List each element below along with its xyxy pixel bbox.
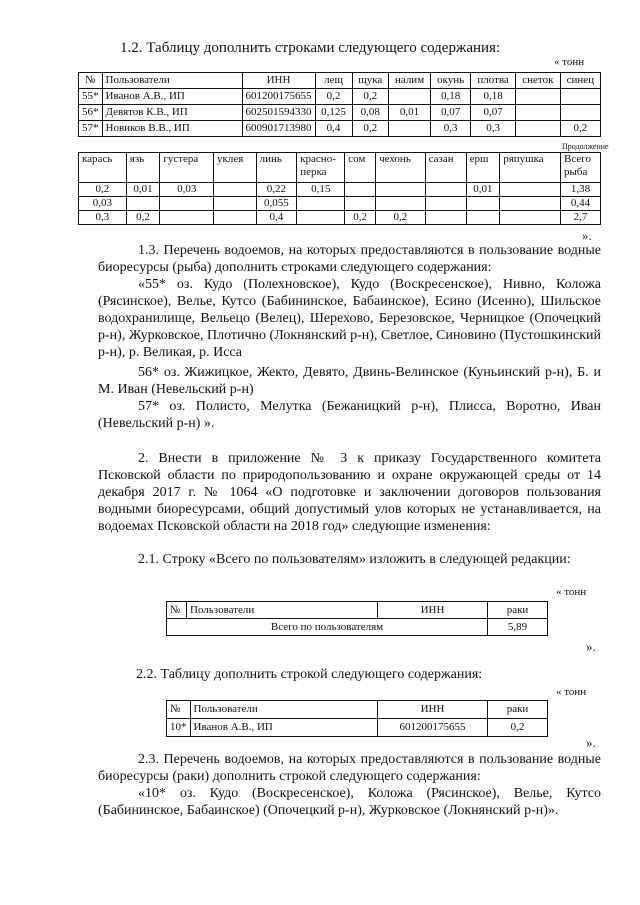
cell: Новиков В.В., ИП xyxy=(102,121,242,137)
header-inn: ИНН xyxy=(378,701,488,719)
header-karas: карась xyxy=(79,153,127,183)
cell: 0,2 xyxy=(352,89,388,105)
cell: 55* xyxy=(79,89,103,105)
cell xyxy=(345,183,376,197)
section-2-2-text: 2.2. Таблицу дополнить строкой следующего содержания: xyxy=(136,667,483,682)
header-num: № xyxy=(79,73,103,89)
total-value: 5,89 xyxy=(488,619,548,636)
section-2-1-text: 2.1. Строку «Всего по пользователям» изложить в следующей редакции: xyxy=(138,552,571,567)
header-inn: ИНН xyxy=(242,73,315,89)
header-plotva: плотва xyxy=(471,73,516,89)
header-shchuka: щука xyxy=(352,73,388,89)
cell: 0,07 xyxy=(431,105,471,121)
cell xyxy=(376,183,426,197)
header-snetok: снеток xyxy=(516,73,561,89)
header-yaz: язь xyxy=(126,153,160,183)
cell xyxy=(345,197,376,211)
cell: 0,01 xyxy=(466,183,500,197)
cell: Иванов А.В., ИП xyxy=(190,719,378,737)
waterbody-list-57: 57* оз. Полисто, Мелутка (Бежаницкий р-н), Плисса, Воротно, Иван (Невельский р-н) ». xyxy=(98,399,601,431)
cell xyxy=(425,211,466,225)
unit-label-2: « тонн xyxy=(556,586,587,598)
header-okun: окунь xyxy=(431,73,471,89)
table-row xyxy=(79,183,601,197)
table-row xyxy=(79,105,601,121)
cell xyxy=(466,197,500,211)
header-users: Пользователи xyxy=(187,602,378,619)
fish-users-table xyxy=(78,72,601,137)
table-row xyxy=(167,719,548,737)
cell xyxy=(560,89,600,105)
cell: 0,3 xyxy=(431,121,471,137)
cell xyxy=(160,211,214,225)
header-raki: раки xyxy=(488,602,548,619)
table-row xyxy=(79,211,601,225)
header-krasnoperka: красно-перка xyxy=(297,153,345,183)
table-header-row xyxy=(167,701,548,719)
cell xyxy=(160,197,214,211)
cell: 0,2 xyxy=(345,211,376,225)
cell xyxy=(425,183,466,197)
header-inn: ИНН xyxy=(378,602,488,619)
header-ryapushka: ряпушка xyxy=(500,153,561,183)
total-label: Всего по пользователям xyxy=(167,619,488,636)
table-row xyxy=(79,89,601,105)
header-raki: раки xyxy=(488,701,548,719)
table-row xyxy=(167,619,548,636)
header-leshch: лещ xyxy=(315,73,352,89)
cell: 0,01 xyxy=(388,105,430,121)
cell xyxy=(500,183,561,197)
cell: Девятов К.В., ИП xyxy=(102,105,242,121)
cell xyxy=(425,197,466,211)
cell xyxy=(466,211,500,225)
cell: 2,7 xyxy=(561,211,601,225)
unit-label-1: « тонн xyxy=(554,56,585,68)
header-lin: линь xyxy=(256,153,297,183)
cell: 10* xyxy=(167,719,191,737)
closing-quote-3: ». xyxy=(586,735,596,750)
cell xyxy=(214,197,257,211)
cell: 0,4 xyxy=(256,211,297,225)
cell: 0,3 xyxy=(471,121,516,137)
cell xyxy=(516,89,561,105)
cell xyxy=(214,211,257,225)
continuation-label: Продолжение xyxy=(562,142,609,151)
header-num: № xyxy=(167,701,191,719)
cell: 0,3 xyxy=(79,211,127,225)
cell: 0,44 xyxy=(561,197,601,211)
section-1-2-heading: 1.2. Таблицу дополнить строками следующего содержания: xyxy=(120,40,501,56)
section-1-3-intro: 1.3. Перечень водоемов, на которых предоставляются в пользование водные биоресурсы (рыба) дополнить строками следующего содержания: xyxy=(98,243,601,275)
header-num: № xyxy=(167,602,187,619)
table-row xyxy=(79,197,601,211)
waterbody-list-10: «10* оз. Кудо (Воскресенское), Коложа (Рясинское), Велье, Кутсо (Бабининское, Бабаинское) (Опочецкий р-н), Журковское (Локнянский р-н)». xyxy=(98,786,601,818)
table-header-row xyxy=(79,73,601,89)
cell xyxy=(516,105,561,121)
header-users: Пользователи xyxy=(190,701,378,719)
cell: 0,2 xyxy=(560,121,600,137)
cell: 0,18 xyxy=(471,89,516,105)
cell: 0,07 xyxy=(471,105,516,121)
cell: 0,2 xyxy=(79,183,127,197)
cell xyxy=(500,211,561,225)
cell xyxy=(500,197,561,211)
fish-users-table-continued xyxy=(78,152,601,225)
cell: 600901713980 xyxy=(242,121,315,137)
header-ersh: ерш xyxy=(466,153,500,183)
cell: 0,15 xyxy=(297,183,345,197)
cell xyxy=(214,183,257,197)
cell xyxy=(376,197,426,211)
cell: 0,03 xyxy=(79,197,127,211)
cell: 56* xyxy=(79,105,103,121)
cell: 0,03 xyxy=(160,183,214,197)
cell: 0,4 xyxy=(315,121,352,137)
table-header-row xyxy=(79,153,601,183)
cell: 0,18 xyxy=(431,89,471,105)
table-header-row xyxy=(167,602,548,619)
cell: 602501594330 xyxy=(242,105,315,121)
cell: 0,125 xyxy=(315,105,352,121)
header-chekhon: чехонь xyxy=(376,153,426,183)
cell: 0,2 xyxy=(352,121,388,137)
cell xyxy=(388,89,430,105)
unit-label-3: « тонн xyxy=(556,686,587,698)
header-sazan: сазан xyxy=(425,153,466,183)
header-som: сом xyxy=(345,153,376,183)
closing-quote-1: ». xyxy=(582,228,592,243)
cell: 1,38 xyxy=(561,183,601,197)
section-2-text: 2. Внести в приложение № 3 к приказу Государственного комитета Псковской области по природопользованию и охране окружающей среды от 14 декабря 2017 г. № 1064 «О подготовке и заключении договоров пользования водными биоресурсами, общий допустимый улов которых не устанавливается, на водоемах Псковской области на 2018 год» следующие изменения: xyxy=(98,451,601,534)
cell xyxy=(297,197,345,211)
cell: 0,22 xyxy=(256,183,297,197)
cell xyxy=(388,121,430,137)
crayfish-total-table xyxy=(166,601,548,636)
cell: 0,2 xyxy=(126,211,160,225)
cell: 0,08 xyxy=(352,105,388,121)
closing-quote-2: ». xyxy=(586,639,596,654)
cell: Иванов А.В., ИП xyxy=(102,89,242,105)
cell xyxy=(560,105,600,121)
cell xyxy=(297,211,345,225)
cell: 0,2 xyxy=(488,719,548,737)
header-ukleya: уклея xyxy=(214,153,257,183)
header-users: Пользователи xyxy=(102,73,242,89)
section-2-3-intro: 2.3. Перечень водоемов, на которых предоставляются в пользование водные биоресурсы (раки) дополнить строкой следующего содержания: xyxy=(98,752,601,784)
crayfish-user-table xyxy=(166,700,548,737)
cell: 601200175655 xyxy=(378,719,488,737)
cell: 601200175655 xyxy=(242,89,315,105)
cell: 0,2 xyxy=(315,89,352,105)
header-nalim: налим xyxy=(388,73,430,89)
cell: 0,2 xyxy=(376,211,426,225)
header-gustera: густера xyxy=(160,153,214,183)
cell xyxy=(516,121,561,137)
waterbody-list-55: «55* оз. Кудо (Полехновское), Кудо (Воскресенское), Нивно, Коложа (Рясинское), Велье, Кутсо (Бабининское, Бабаинское), Есино (Исенно), Шильское водохранилище, Вельецо (Велец), Шерехово, Березовское, Черницкое (Опочецкий р-н), Журковское, Плотично (Локнянский р-н), Светлое, Синовино (Пустошкинский р-н), р. Великая, р. Исса xyxy=(98,277,602,360)
cell xyxy=(126,197,160,211)
waterbody-list-56: 56* оз. Жижицкое, Жекто, Девято, Двинь-Велинское (Куньинский р-н), Б. и М. Иван (Невельский р-н) xyxy=(98,365,601,397)
cell: 57* xyxy=(79,121,103,137)
cell: 0,01 xyxy=(126,183,160,197)
table-row xyxy=(79,121,601,137)
cell: 0,055 xyxy=(256,197,297,211)
header-sinets: синец xyxy=(560,73,600,89)
header-total: Всего рыба xyxy=(561,153,601,183)
